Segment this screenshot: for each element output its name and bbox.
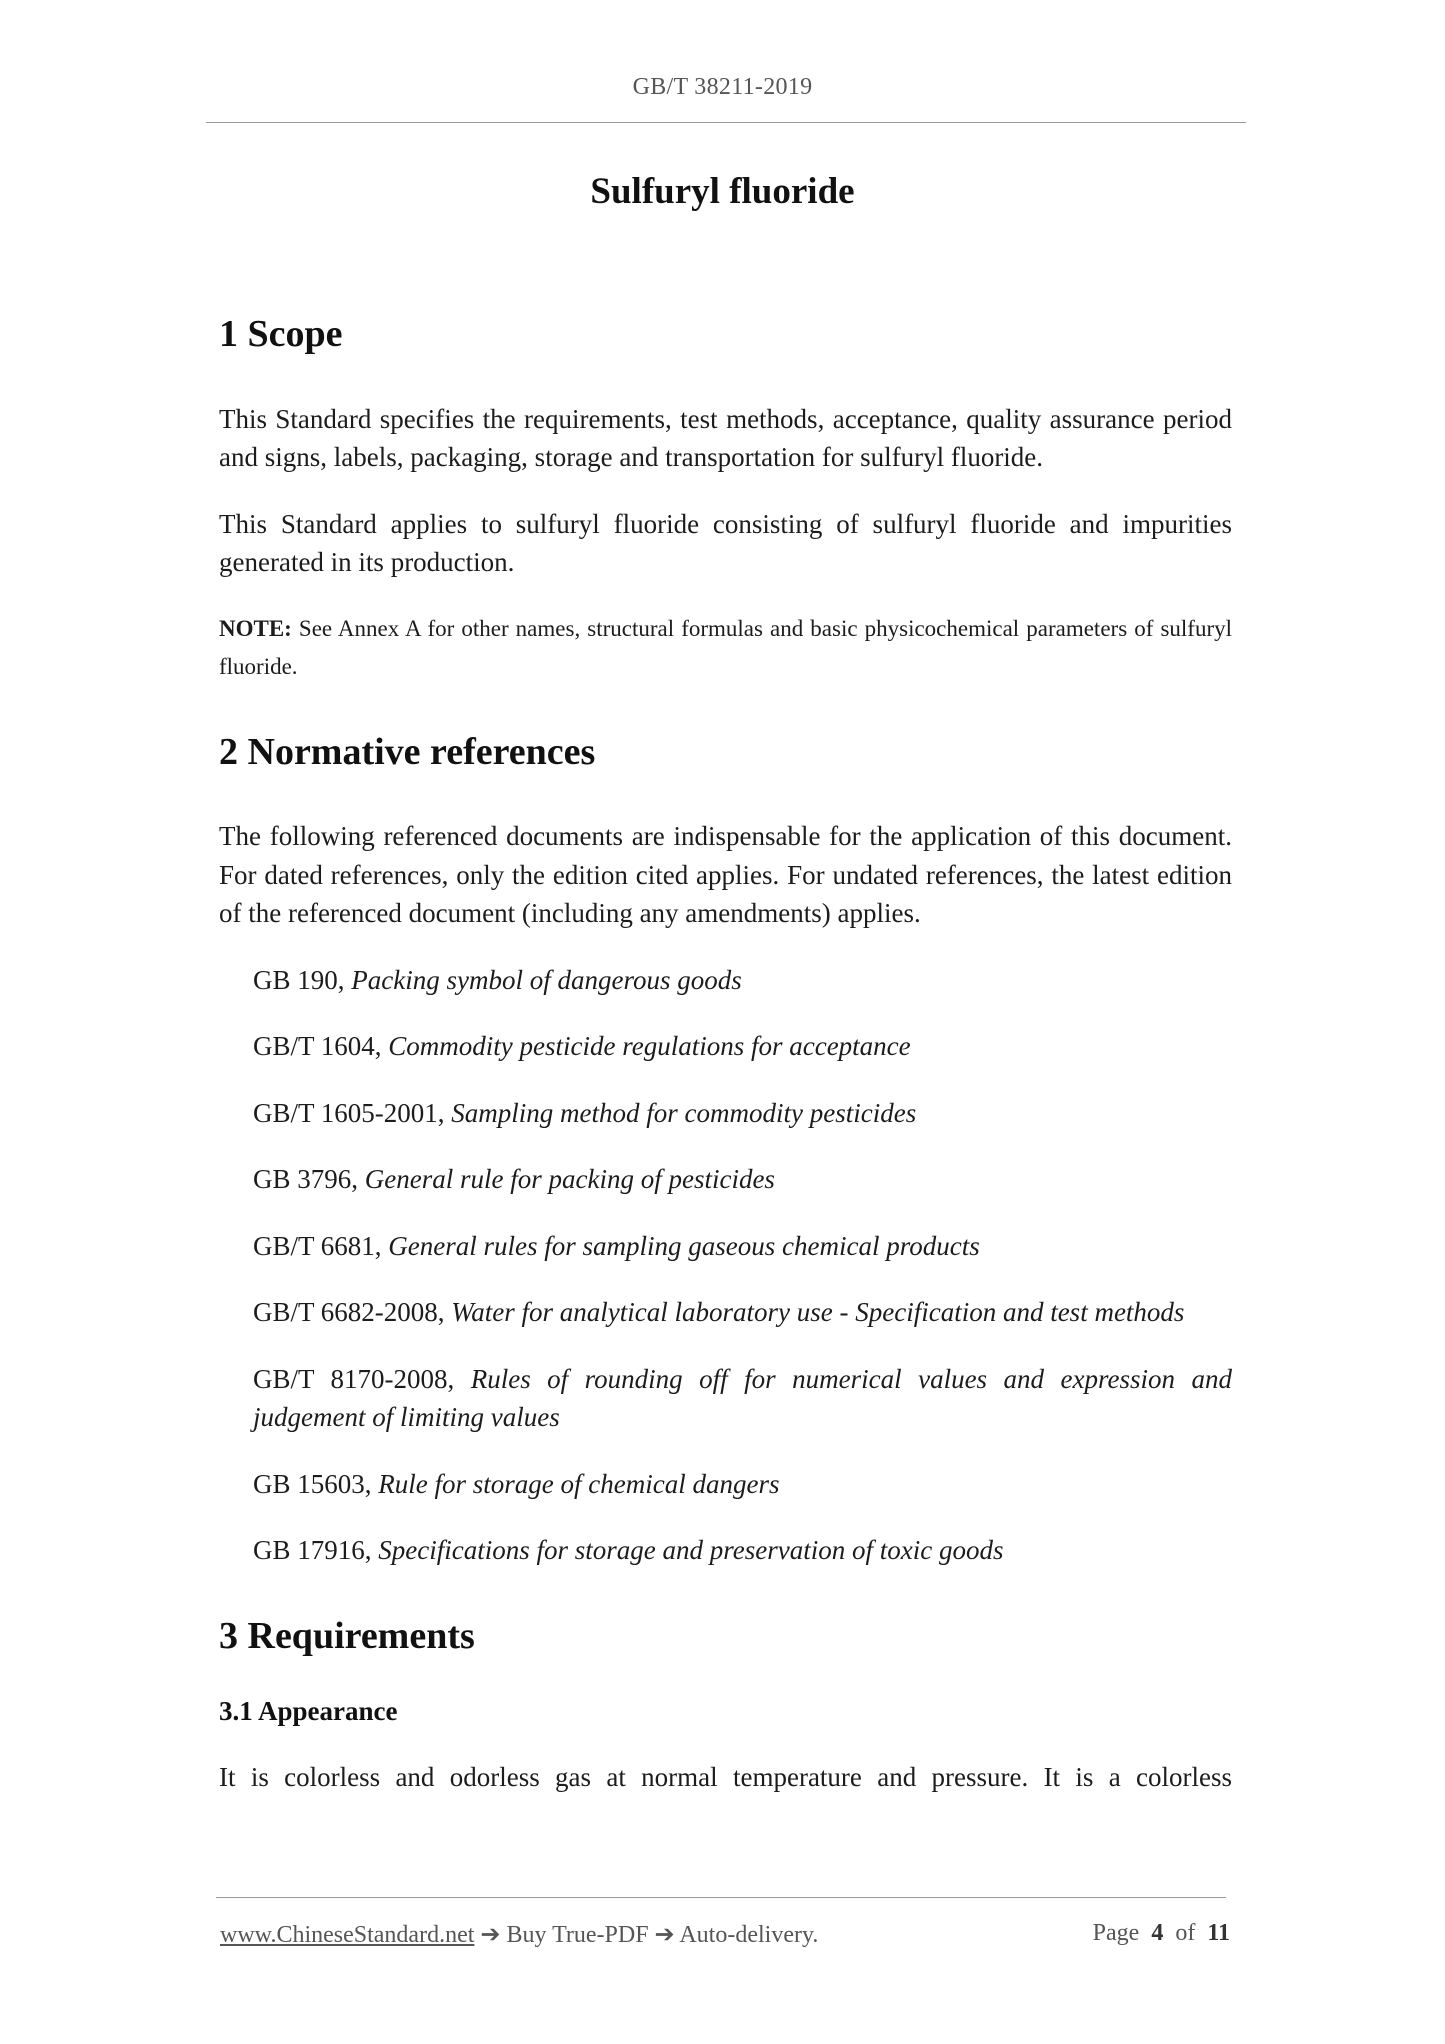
reference-item [253,1293,1232,1332]
document-title: Sulfuryl fluoride [590,171,855,212]
reference-item [253,1531,1232,1570]
reference-code: GB 190, [253,964,352,995]
page-number [1093,1920,1230,1947]
scope-paragraph-2: This Standard applies to sulfuryl fluoride consisting of sulfuryl fluoride and impurities generated in its production. [219,508,1232,578]
reference-item [253,1027,1232,1066]
reference-item [253,1360,1232,1437]
normative-intro-paragraph: The following referenced documents are indispensable for the application of this document. For dated references, only the edition cited applies. For undated references, the latest edition of the referenced document (including any amendments) applies. [219,821,1232,929]
subsection-heading-appearance: 3.1 Appearance [219,1696,398,1727]
reference-title: Rule for storage of chemical dangers [378,1468,780,1499]
reference-item [253,1465,1232,1504]
reference-item [253,1094,1232,1133]
reference-code: GB/T 1604, [253,1031,389,1062]
reference-item [253,1227,1232,1266]
document-body [219,312,1232,1796]
site-link[interactable]: www.ChineseStandard.net [220,1922,475,1948]
page-footer [220,1920,1230,1949]
footer-promo-text: ➔ Buy True-PDF ➔ Auto-delivery. [474,1922,819,1948]
reference-item [253,961,1232,1000]
reference-title: Sampling method for commodity pesticides [451,1097,917,1128]
reference-code: GB/T 6681, [253,1230,389,1261]
scope-note [219,610,1232,686]
page-total: 11 [1207,1920,1230,1946]
reference-code: GB/T 8170-2008, [253,1363,471,1394]
note-label: NOTE: [219,615,292,641]
reference-code: GB 17916, [253,1535,379,1566]
reference-title: Packing symbol of dangerous goods [351,964,742,995]
section-heading-scope: 1 Scope [219,313,343,355]
header-document-id: GB/T 38211-2019 [632,74,813,100]
scope-paragraph-1: This Standard specifies the requirements, test methods, acceptance, quality assurance period and signs, labels, packaging, storage and transportation for sulfuryl fluoride. [219,403,1232,473]
reference-code: GB 15603, [253,1468,379,1499]
reference-code: GB/T 6682-2008, [253,1297,452,1328]
reference-title: Commodity pesticide regulations for acceptance [388,1031,911,1062]
section-heading-normative-references: 2 Normative references [219,730,596,773]
section-heading-requirements: 3 Requirements [219,1614,475,1657]
reference-title: General rule for packing of pesticides [364,1164,775,1195]
page-label: Page [1092,1920,1140,1946]
appearance-paragraph: It is colorless and odorless gas at normal temperature and pressure. It is a colorless [219,1761,1232,1792]
page-current: 4 [1151,1920,1164,1946]
footer-divider [216,1897,1226,1898]
reference-title: Specifications for storage and preservation of toxic goods [378,1535,1004,1566]
reference-code: GB 3796, [253,1164,365,1195]
reference-title: Rules of rounding off for numerical values and expression and judgement of limiting values [253,1363,1232,1433]
reference-title: Water for analytical laboratory use - Specification and test methods [451,1297,1185,1328]
note-text: See Annex A for other names, structural formulas and basic physicochemical parameters of sulfuryl fluoride. [219,615,1232,679]
reference-title: General rules for sampling gaseous chemical products [388,1230,980,1261]
header-divider [206,122,1246,123]
page-of-label: of [1175,1920,1196,1946]
reference-code: GB/T 1605-2001, [253,1097,452,1128]
reference-item [253,1160,1232,1199]
